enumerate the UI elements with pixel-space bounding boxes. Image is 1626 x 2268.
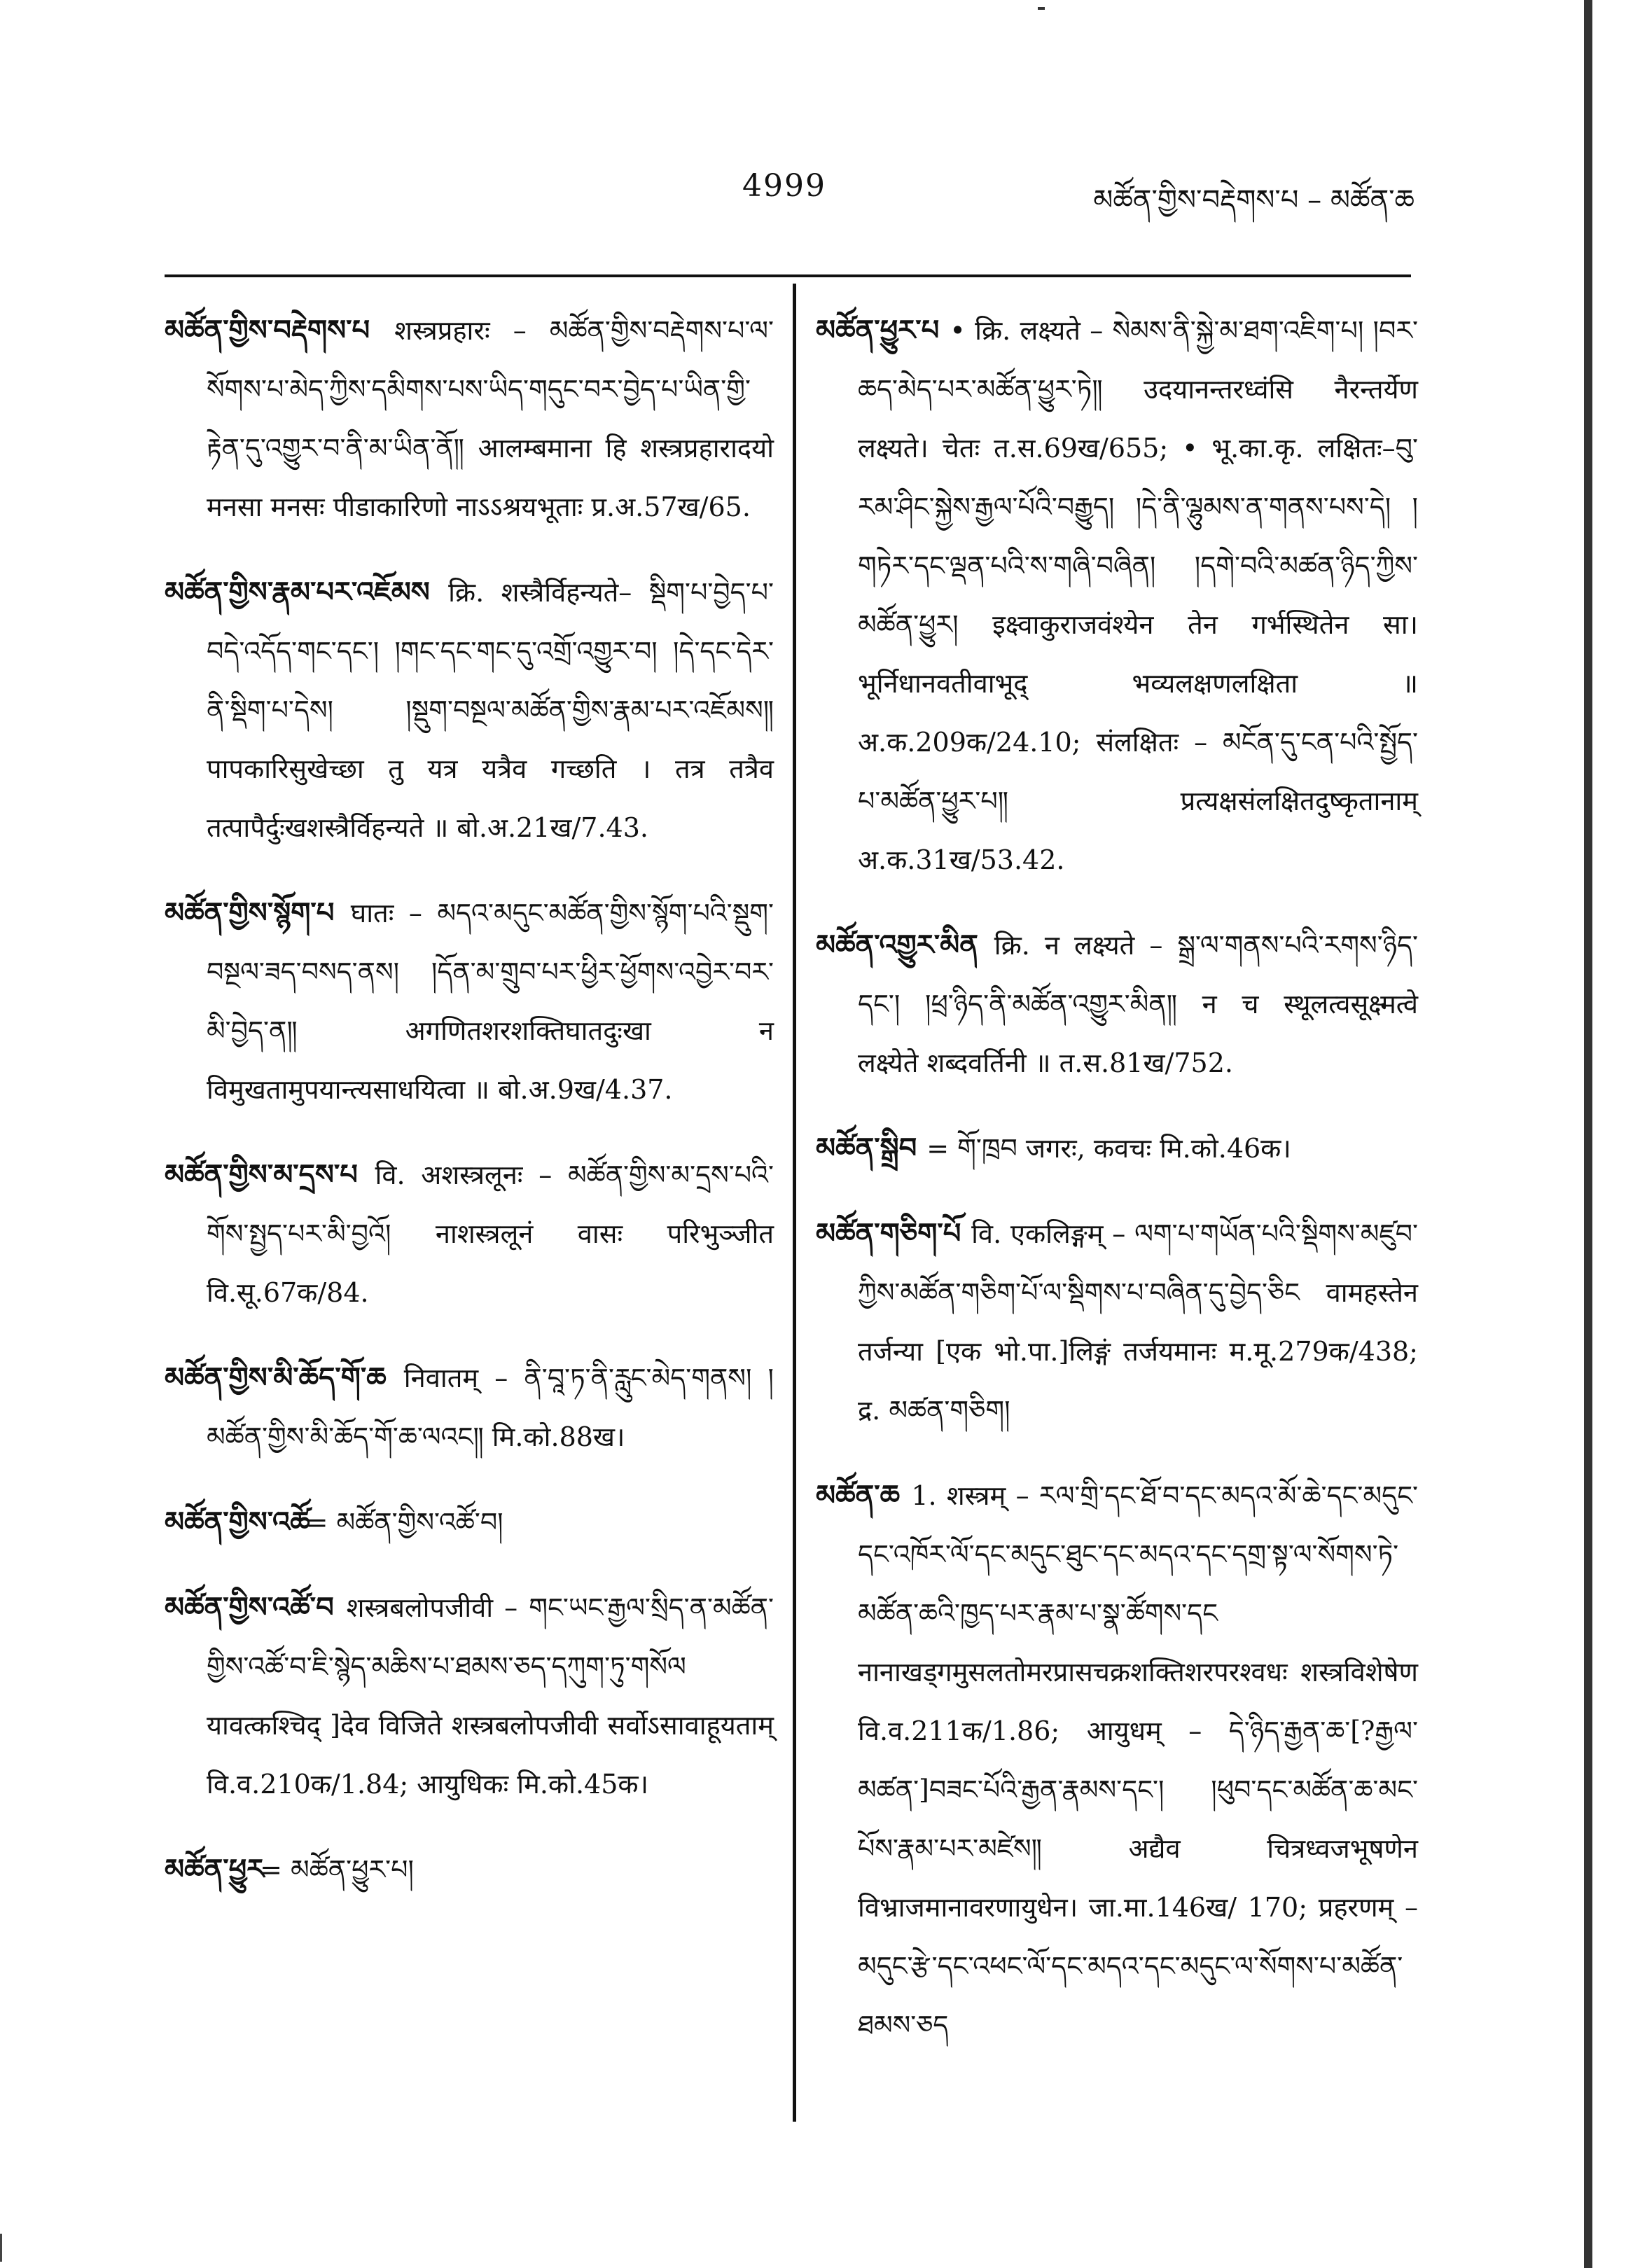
entry-body: • क्रि. लक्ष्यते – སེམས་ནི་སྐྱེ་མ་ཐག་འཇིག་པ། །བར་ཆད་མེད་པར་མཚོན་ཕྱུར་ཏེ༎ उदयानन्तरध्वंसि नैरन्तर्येण लक्ष्यते। चेतः त.स.69ख/655; • भू.का.कृ. लक्षितः–བུ་རམ་ཤིང་སྐྱེས་རྒྱལ་པོའི་བརྒྱུད། །དེ་ནི་ལྷུམས་ན་གནས་པས་དེ། །གཏེར་དང་ལྡན་པའི་ས་གཞི་བཞིན། །དགེ་བའི་མཚན་ཉིད་ཀྱིས་མཚོན་ཕྱུར། इक्ष्वाकुराजवंश्येन तेन गर्भस्थितेन सा। भूर्निधानवतीवाभूद् भव्यलक्षणलक्षिता ॥ अ.क.209क/24.10; संलक्षितः – མངོན་དུ་ངན་པའི་སྤྱོད་པ་མཚོན་ཕྱུར་པ༎ प्रत्यक्षसंलक्षितदुष्कृतानाम् अ.क.31ख/53.42. [858,315,1418,875]
entry-body: निवातम् – ནི་བཱ་ཏ་ནི་རླུང་མེད་གནས། །མཚོན་གྱིས་མི་ཆོད་གོ་ཆ་ལའང༎ मि.को.88ख। [207,1363,774,1452]
right-column [816,301,1418,2081]
entry-body: = གོ་ཁྲབ जगरः, कवचः मि.को.46क। [926,1133,1291,1164]
entry-headword: མཚོན་གྱིས་བརྡེགས་པ [165,314,370,347]
cross-reference-entry [165,1840,774,1899]
dictionary-entry [816,1119,1418,1178]
entry-body: क्रि. न लक्ष्यते – སྒྲ་ལ་གནས་པའི་རགས་ཉིད་དང་། །ཕྲ་ཉིད་ནི་མཚོན་འགྱུར་མིན༎ न च स्थूलत्वसूक्ष्मत्वे लक्ष्येते शब्दवर्तिनी ॥ त.स.81ख/752. [858,930,1418,1078]
entry-body: वि. अशस्त्रलूनः – མཚོན་གྱིས་མ་དྲས་པའི་གོས་སྤྱད་པར་མི་བྱའོ། नाशस्त्रलूनं वासः परिभुञ्जीत वि.सू.67क/84. [207,1160,774,1308]
entry-headword: མཚོན་གྱིས་འཚོ་བ [165,1591,334,1624]
entry-headword: མཚོན་གྱིས་སྙོག་པ [165,896,335,929]
dictionary-entry [165,884,774,1119]
entry-headword: མཚོན་གྱིས་རྣམ་པར་འཇོམས [165,576,430,608]
entry-headword: མཚོན་གྱིས་མ་དྲས་པ [165,1158,358,1191]
dictionary-entry [165,1146,774,1322]
running-head: མཚོན་གྱིས་བརྡེགས་པ – མཚོན་ཆ [1093,184,1415,216]
entry-body: वि. एकलिङ्गम् – ལག་པ་གཡོན་པའི་སྡིགས་མཛུབ་ཀྱིས་མཚོན་གཅིག་པོ་ལ་སྡིགས་པ་བཞིན་དུ་བྱེད་ཅིང वामहस्तेन तर्जन्या [एक भो.पा.]लिङ्गं तर्जयमानः म.मू.279क/438; द्र. མཚན་གཅིག། [858,1218,1418,1426]
left-column [165,301,774,1926]
dictionary-entry [816,1466,1418,2054]
top-mark [1038,7,1045,10]
dictionary-entry [165,301,774,536]
cross-reference: = མཚོན་ཕྱུར་པ། [260,1854,414,1885]
dictionary-entry [816,1204,1418,1440]
entry-headword: མཚོན་ཆ [816,1479,901,1512]
dictionary-entry [165,563,774,857]
entry-body: 1. शस्त्रम् – རལ་གྲི་དང་ཐོ་བ་དང་མདའ་མོ་ཆེ་དང་མདུང་དང་འཁོར་ལོ་དང་མདུང་ཐུང་དང་མདའ་དང་དགྲ་སྟ་ལ་སོགས་ཏེ་མཚོན་ཆའི་ཁྱད་པར་རྣམ་པ་སྣ་ཚོགས་དང नानाखड्गमुसलतोमरप्रासचक्रशक्तिशरपरश्वधः शस्त्रविशेषेण वि.व.211क/1.86; आयुधम् – དེ་ཉིད་རྒྱན་ཆ་[?རྒྱལ་མཚན་]བཟང་པོའི་རྒྱན་རྣམས་དང་། །ཕུབ་དང་མཚོན་ཆ་མང་པོས་རྣམ་པར་མཛེས༎ अद्यैव चित्रध्वजभूषणेन विभ्राजमानावरणायुधेन। जा.मा.146ख/ 170; प्रहरणम् – མདུང་རྩེ་དང་འཕང་ལོ་དང་མདའ་དང་མདུང་ལ་སོགས་པ་མཚོན་ཐམས་ཅད [858,1480,1418,2040]
entry-headword: མཚོན་སྒྲིབ [816,1132,917,1164]
page-number: 4999 [742,168,826,204]
page-edge-shadow [1584,0,1592,2268]
scan-margin-mark [0,2234,12,2262]
entry-headword: མཚོན་འགྱུར་མིན [816,928,978,961]
column-divider [793,284,796,2122]
entry-headword: མཚོན་གཅིག་པོ [816,1217,961,1250]
cross-reference-entry [165,1493,774,1552]
dictionary-entry [165,1349,774,1466]
dictionary-entry [816,916,1418,1092]
entry-headword: མཚོན་གྱིས་མི་ཆོད་གོ་ཆ [165,1361,387,1394]
entry-body: घातः – མདའ་མདུང་མཚོན་གྱིས་སྙོག་པའི་སྡུག་བསྔལ་ཟད་བསད་ནས། །དོན་མ་གྲུབ་པར་ཕྱིར་ཕྱོགས་འབྱེར་བར་མི་བྱེད་ན༎ अगणितशरशक्तिघातदुःखा न विमुखतामुपयान्त्यसाधयित्वा ॥ बो.अ.9ख/4.37. [207,898,774,1105]
entry-headword: མཚོན་ཕྱུར་པ [816,314,940,347]
entry-headword: མཚོན་གྱིས་འཚོ [165,1505,310,1538]
header-rule [165,274,1411,277]
dictionary-entry [165,1578,774,1814]
entry-body: क्रि. शस्त्रैर्विहन्यते– སྡིག་པ་བྱེད་པ་བདེ་འདོད་གང་དང་། །གང་དང་གང་དུ་འགྲོ་འགྱུར་བ། །དེ་དང་དེར་ནི་སྡིག་པ་དེས། །སྡུག་བསྔལ་མཚོན་གྱིས་རྣམ་པར་འཇོམས༎ पापकारिसुखेच्छा तु यत्र यत्रैव गच्छति । तत्र तत्रैव तत्पापैर्दुःखशस्त्रैर्विहन्यते ॥ बो.अ.21ख/7.43. [207,577,774,843]
entry-body: शस्त्रबलोपजीवी – གང་ཡང་རྒྱལ་སྲིད་ན་མཚོན་གྱིས་འཚོ་བ་ཇི་སྙེད་མཆིས་པ་ཐམས་ཅད་དཀུག་ཏུ་གསོལ यावत्कश्चिद् ]देव विजिते शस्त्रबलोपजीवी सर्वोऽसावाहूयताम् वि.व.210क/1.84; आयुधिकः मि.को.45क। [207,1592,774,1800]
entry-headword: མཚོན་ཕྱུར [165,1853,265,1886]
entry-body: शस्त्रप्रहारः – མཚོན་གྱིས་བརྡེགས་པ་ལ་སོགས་པ་མེད་ཀྱིས་དམིགས་པས་ཡིད་གདུང་བར་བྱེད་པ་ཡིན་གྱི་རྟེན་དུ་འགྱུར་བ་ནི་མ་ཡིན་ནོ༎ आलम्बमाना हि शस्त्रप्रहारादयो मनसा मनसः पीडाकारिणो नाऽऽश्रयभूताः प्र.अ.57ख/65. [207,315,774,522]
dictionary-entry [816,301,1418,889]
cross-reference: = མཚོན་གྱིས་འཚོ་བ། [305,1507,503,1538]
